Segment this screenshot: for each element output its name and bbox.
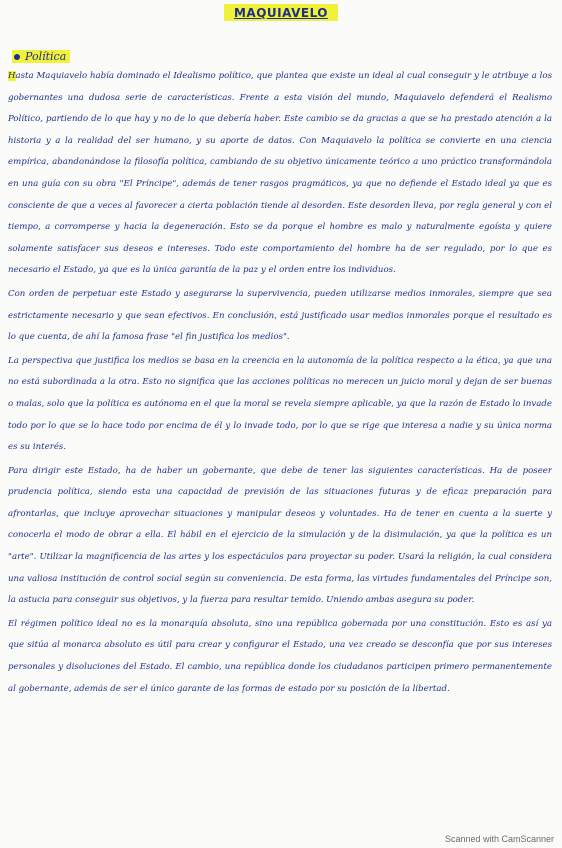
page-title: MAQUIAVELO	[224, 4, 338, 21]
paragraph-3: La perspectiva que justifica los medios se basa en la creencia en la autonomía de la política respecto a la ética, ya que una no está subordinada a la otra. Esto no significa que las acciones políticas no merecen un juicio moral y dejan de ser buenas o malas, solo que la política es autónoma en el que la moral se revela siempre aplicable, ya que la razón de Estado lo invade todo por lo que se lo hace todo por encima de él y lo invade todo, por lo que se rige que interesa a nadie y su única norma es su interés.	[8, 355, 552, 453]
paragraph-2: Con orden de perpetuar este Estado y asegurarse la supervivencia, pueden utilizarse medios inmorales, siempre que sea estrictamente necesario y que sean efectivos. En conclusión, está justificado usar medios inmorales porque el resultado es lo que cuenta, de ahí la famosa frase "el fin justifica los medios".	[8, 288, 552, 343]
title-wrap	[0, 2, 562, 21]
bullet-icon	[14, 54, 20, 60]
paragraph-1: Hasta Maquiavelo había dominado el Idealismo político, que plantea que existe un ideal al cual conseguir y le atribuye a los gobernantes una dudosa serie de características. Frente a esta visión del mundo, Maquiavelo defenderá el Realismo Político, partiendo de lo que hay y no de lo que debería haber. Este cambio se da gracias a que se ha prestado atención a la historia y a la realidad del ser humano, y su aporte de datos. Con Maquiavelo la política se convierte en una ciencia empírica, abandonándose la filosofía política, cambiando de su objetivo únicamente teórico a uno práctico transformándola en una guía con su obra "El Príncipe", además de tener rasgos pragmáticos, ya que no defiende el Estado ideal ya que es consciente de que a veces al favorecer a cierta población tiende al desorden. Este desorden lleva, por regla general y con el tiempo, a corromperse y hacia la degeneración. Esto se da porque el hombre es malo y naturalmente egoísta y quiere solamente satisfacer sus deseos e intereses. Todo este comportamiento del hombre ha de ser regulado, por lo que es necesario el Estado, ya que es la única garantía de la paz y el orden entre los individuos.	[8, 71, 552, 276]
scanner-watermark: Scanned with CamScanner	[444, 834, 554, 844]
paragraph-5: El régimen político ideal no es la monarquía absoluta, sino una república gobernada por una constitución. Esto es así ya que sitúa al monarca absoluto es útil para crear y configurar el Estado, una vez creado se desconfía que por sus intereses personales y disoluciones del Estado. El cambio, una república donde los ciudadanos participen primero permanentemente al gobernante, además de ser el único garante de las formas de estado por su posición de la libertad.	[8, 618, 552, 694]
section-heading-label: Política	[25, 50, 67, 63]
paragraph-4: Para dirigir este Estado, ha de haber un gobernante, que debe de tener las siguientes características. Ha de poseer prudencia política, siendo esta una capacidad de previsión de las situaciones futuras y de eficaz preparación para afrontarlas, que incluye aprovechar situaciones y manipular deseos y voluntades. Ha de tener en cuenta a la suerte y conocerla el modo de obrar a ella. El hábil en el ejercicio de la simulación y de la disimulación, ya que la política es un "arte". Utilizar la magnificencia de las artes y los espectáculos para proyectar su poder. Usará la religión, la cual considera una valiosa institución de control social según su conveniencia. De esta forma, las virtudes fundamentales del Príncipe son, la astucia para conseguir sus objetivos, y la fuerza para resultar temido. Uniendo ambas asegura su poder.	[8, 465, 552, 606]
handwritten-body	[8, 66, 552, 818]
section-heading	[12, 50, 70, 63]
